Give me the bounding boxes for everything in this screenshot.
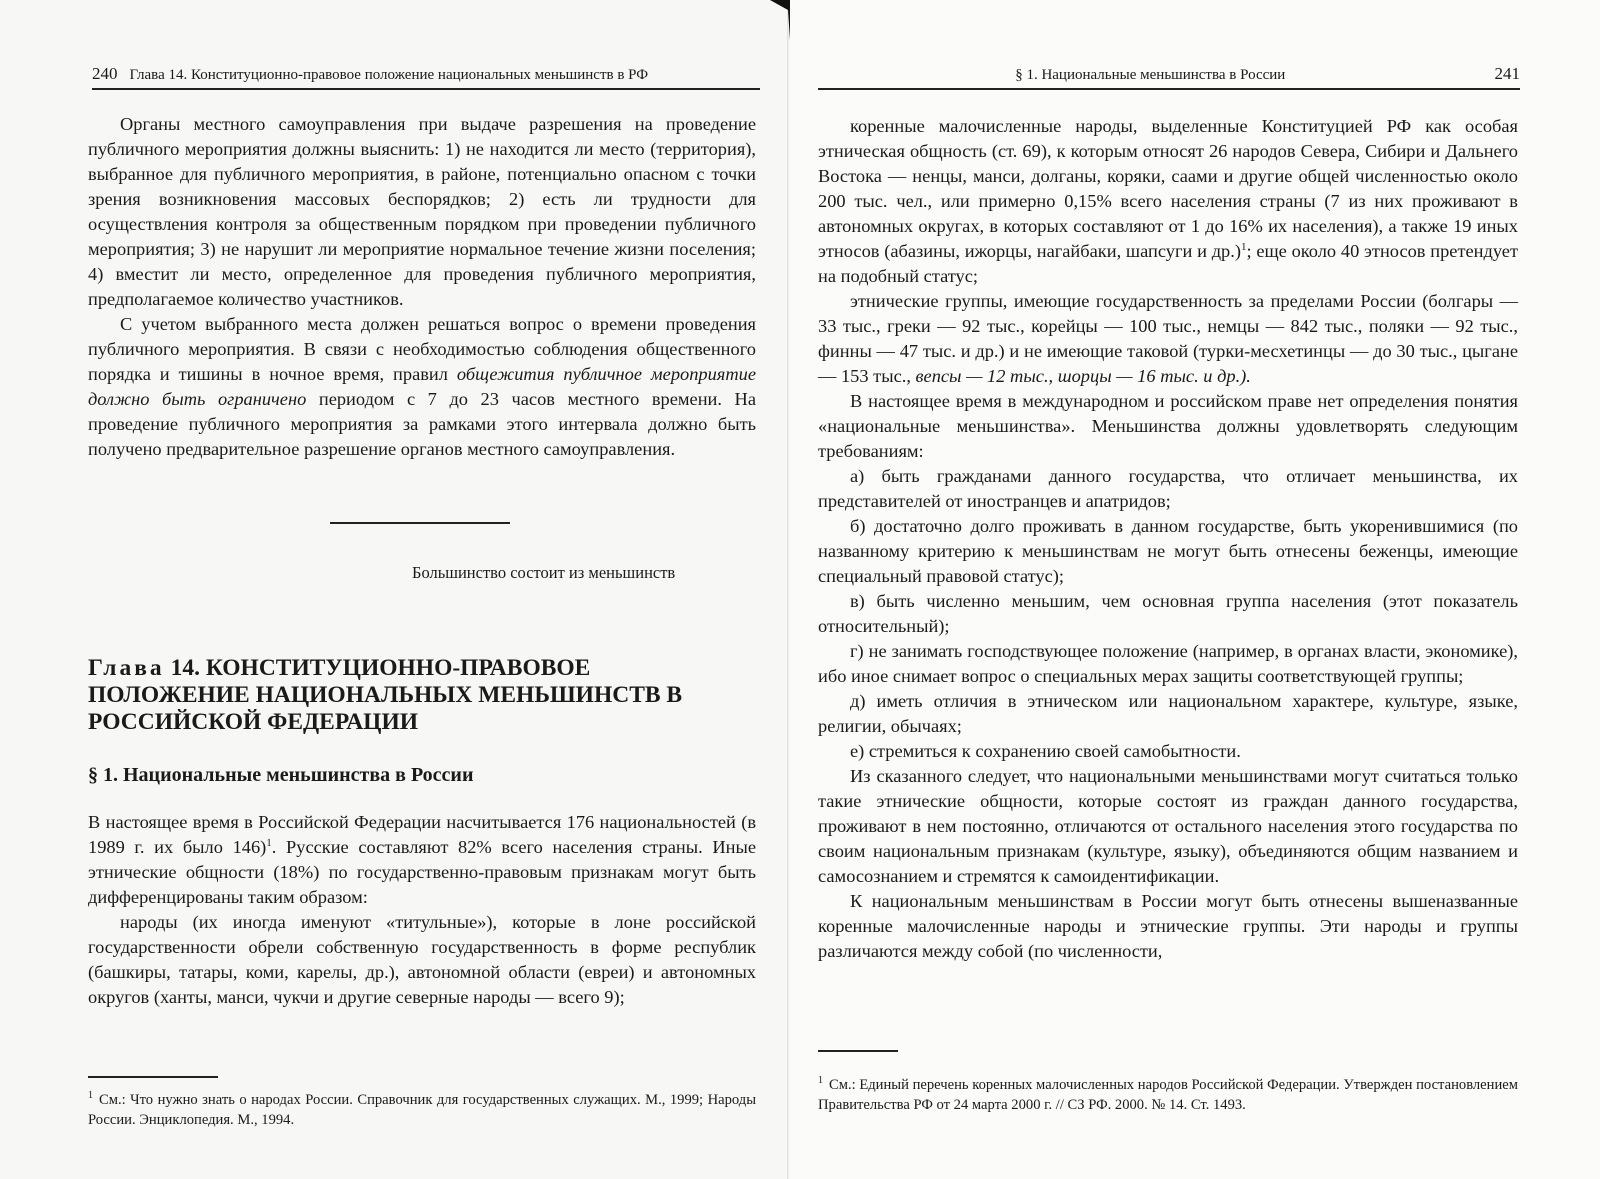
- italic-text: общежития публичное мероприятие должно быть ограничено: [88, 364, 756, 409]
- list-item: д) иметь отличия в этническом или национальном характере, культуре, языке, религии, обычаях;: [818, 691, 1518, 736]
- running-head-text: Глава 14. Конституционно-правовое положение национальных меньшинств в РФ: [129, 67, 649, 83]
- footnote: $^1$ См.: Что нужно знать о народах России. Справочник для государственных служащих. М., 1999; Народы России. Энциклопедия. М., 1994.: [88, 1090, 756, 1128]
- paragraph: В настоящее время в международном и российском праве нет определения понятия «национальные меньшинства». Меньшинства должны удовлетворять следующим требованиям:: [818, 391, 1518, 461]
- list-item: а) быть гражданами данного государства, что отличает меньшинства, их представителей от иностранцев и апатридов;: [818, 466, 1518, 511]
- list-item: в) быть численно меньшим, чем основная группа населения (этот показатель относительный);: [818, 591, 1518, 636]
- footnote: $^1$ См.: Единый перечень коренных малочисленных народов Российской Федерации. Утвержден постановлением Правительства РФ от 24 марта 2000 г. // СЗ РФ. 2000. № 14. Ст. 1493.: [818, 1075, 1518, 1113]
- list-item: г) не занимать господствующее положение (например, в органах власти, экономике), ибо иное снимает вопрос о специальных мерах защиты соответствующей группы;: [818, 641, 1518, 686]
- paragraph: коренные малочисленные народы, выделенные Конституцией РФ как особая этническая общность (ст. 69), к которым относят 26 народов Севера, Сибири и Дальнего Востока — ненцы, манси, долганы, коряки, саами и другие общей численностью около 200 тыс. чел., или примерно 0,15% всего населения страны (7 из них проживают в автономных округах, в которых составляют от 1 до 16% их населения), а также 19 иных этносов (абазины, ижорцы, нагайбаки, шапсуги и др.)$^1$; еще около 40 этносов претендует на подобный статус;: [818, 116, 1518, 286]
- italic-text: вепсы — 12 тыс., шорцы — 16 тыс. и др.).: [915, 366, 1251, 386]
- running-head-right: [818, 62, 1520, 90]
- list-item: б) достаточно долго проживать в данном государстве, быть укоренившимися (по названному критерию к меньшинствам не могут быть отнесены беженцы, имеющие специальный правовой статус);: [818, 516, 1518, 586]
- paragraph: В настоящее время в Российской Федерации насчитывается 176 национальностей (в 1989 г. их было 146)$^1$. Русские составляют 82% всего населения страны. Иные этнические общности (18%) по государственно-правовым признакам могут быть дифференцированы таким образом:: [88, 812, 756, 907]
- paragraph: Из сказанного следует, что национальными меньшинствами могут считаться только такие этнические общности, которые состоят из граждан данного государства, проживают в нем постоянно, отличаются от остального населения этого государства по своим национальным признакам (культуре, языку), объединяются общим названием и самосознанием и стремятся к самоидентификации.: [818, 766, 1518, 886]
- page-number: 240: [92, 64, 118, 83]
- paragraph: К национальным меньшинствам в России могут быть отнесены вышеназванные коренные малочисленные народы и этнические группы. Эти народы и группы различаются между собой (по численности,: [818, 891, 1518, 961]
- body-text-right: [818, 114, 1518, 964]
- paragraph: Органы местного самоуправления при выдаче разрешения на проведение публичного мероприятия должны выяснить: 1) не находится ли место (территория), выбранное для публичного мероприятия, в районе, потенциально опасном с точки зрения возникновения массовых беспорядков; 2) есть ли трудности для осуществления контроля за общественным порядком при проведении публичного мероприятия; 3) не нарушит ли мероприятие нормальное течение жизни поселения; 4) вместит ли место, определенное для проведения публичного мероприятия, предполагаемое количество участников.: [88, 114, 756, 309]
- section-title: § 1. Национальные меньшинства в России: [88, 764, 474, 786]
- paragraph: этнические группы, имеющие государственность за пределами России (болгары — 33 тыс., греки — 92 тыс., корейцы — 100 тыс., немцы — 842 тыс., поляки — 92 тыс., финны — 47 тыс. и др.) и не имеющие таковой (турки-месхетинцы — до 30 тыс., цыгане — 153 тыс., вепсы — 12 тыс., шорцы — 16 тыс. и др.).: [818, 291, 1518, 386]
- chapter-title: [88, 655, 728, 736]
- page-number: 241: [1494, 64, 1520, 83]
- list-item: е) стремиться к сохранению своей самобытности.: [850, 741, 1241, 761]
- footnote-rule: [818, 1050, 898, 1052]
- epigraph: Большинство состоит из меньшинств: [412, 563, 676, 582]
- body-text-section: [88, 810, 756, 1010]
- left-page: [0, 0, 790, 1179]
- separator-line: [330, 522, 510, 524]
- chapter-label: Глава: [88, 655, 165, 681]
- footnote-rule: [88, 1076, 218, 1078]
- running-head-left: [92, 62, 760, 90]
- paragraph: С учетом выбранного места должен решаться вопрос о времени проведения публичного мероприятия. В связи с необходимостью соблюдения общественного порядка и тишины в ночное время, правил общежития публичное мероприятие должно быть ограничено периодом с 7 до 23 часов местного времени. На проведение публичного мероприятия за рамками этого интервала должно быть получено предварительное разрешение органов местного самоуправления.: [88, 314, 756, 459]
- chapter-heading: 14. КОНСТИТУЦИОННО-ПРАВОВОЕ ПОЛОЖЕНИЕ НАЦИОНАЛЬНЫХ МЕНЬШИНСТВ В РОССИЙСКОЙ ФЕДЕРАЦИИ: [88, 655, 683, 735]
- running-head-text: § 1. Национальные меньшинства в России: [1015, 67, 1286, 83]
- right-page: [790, 0, 1600, 1179]
- body-text-top: [88, 112, 756, 462]
- paragraph: народы (их иногда именуют «титульные»), которые в лоне российской государственности обрели собственную государственность в форме республик (башкиры, татары, коми, карелы, др.), автономной области (евреи) и автономных округов (ханты, манси, чукчи и другие северные народы — всего 9);: [88, 912, 756, 1007]
